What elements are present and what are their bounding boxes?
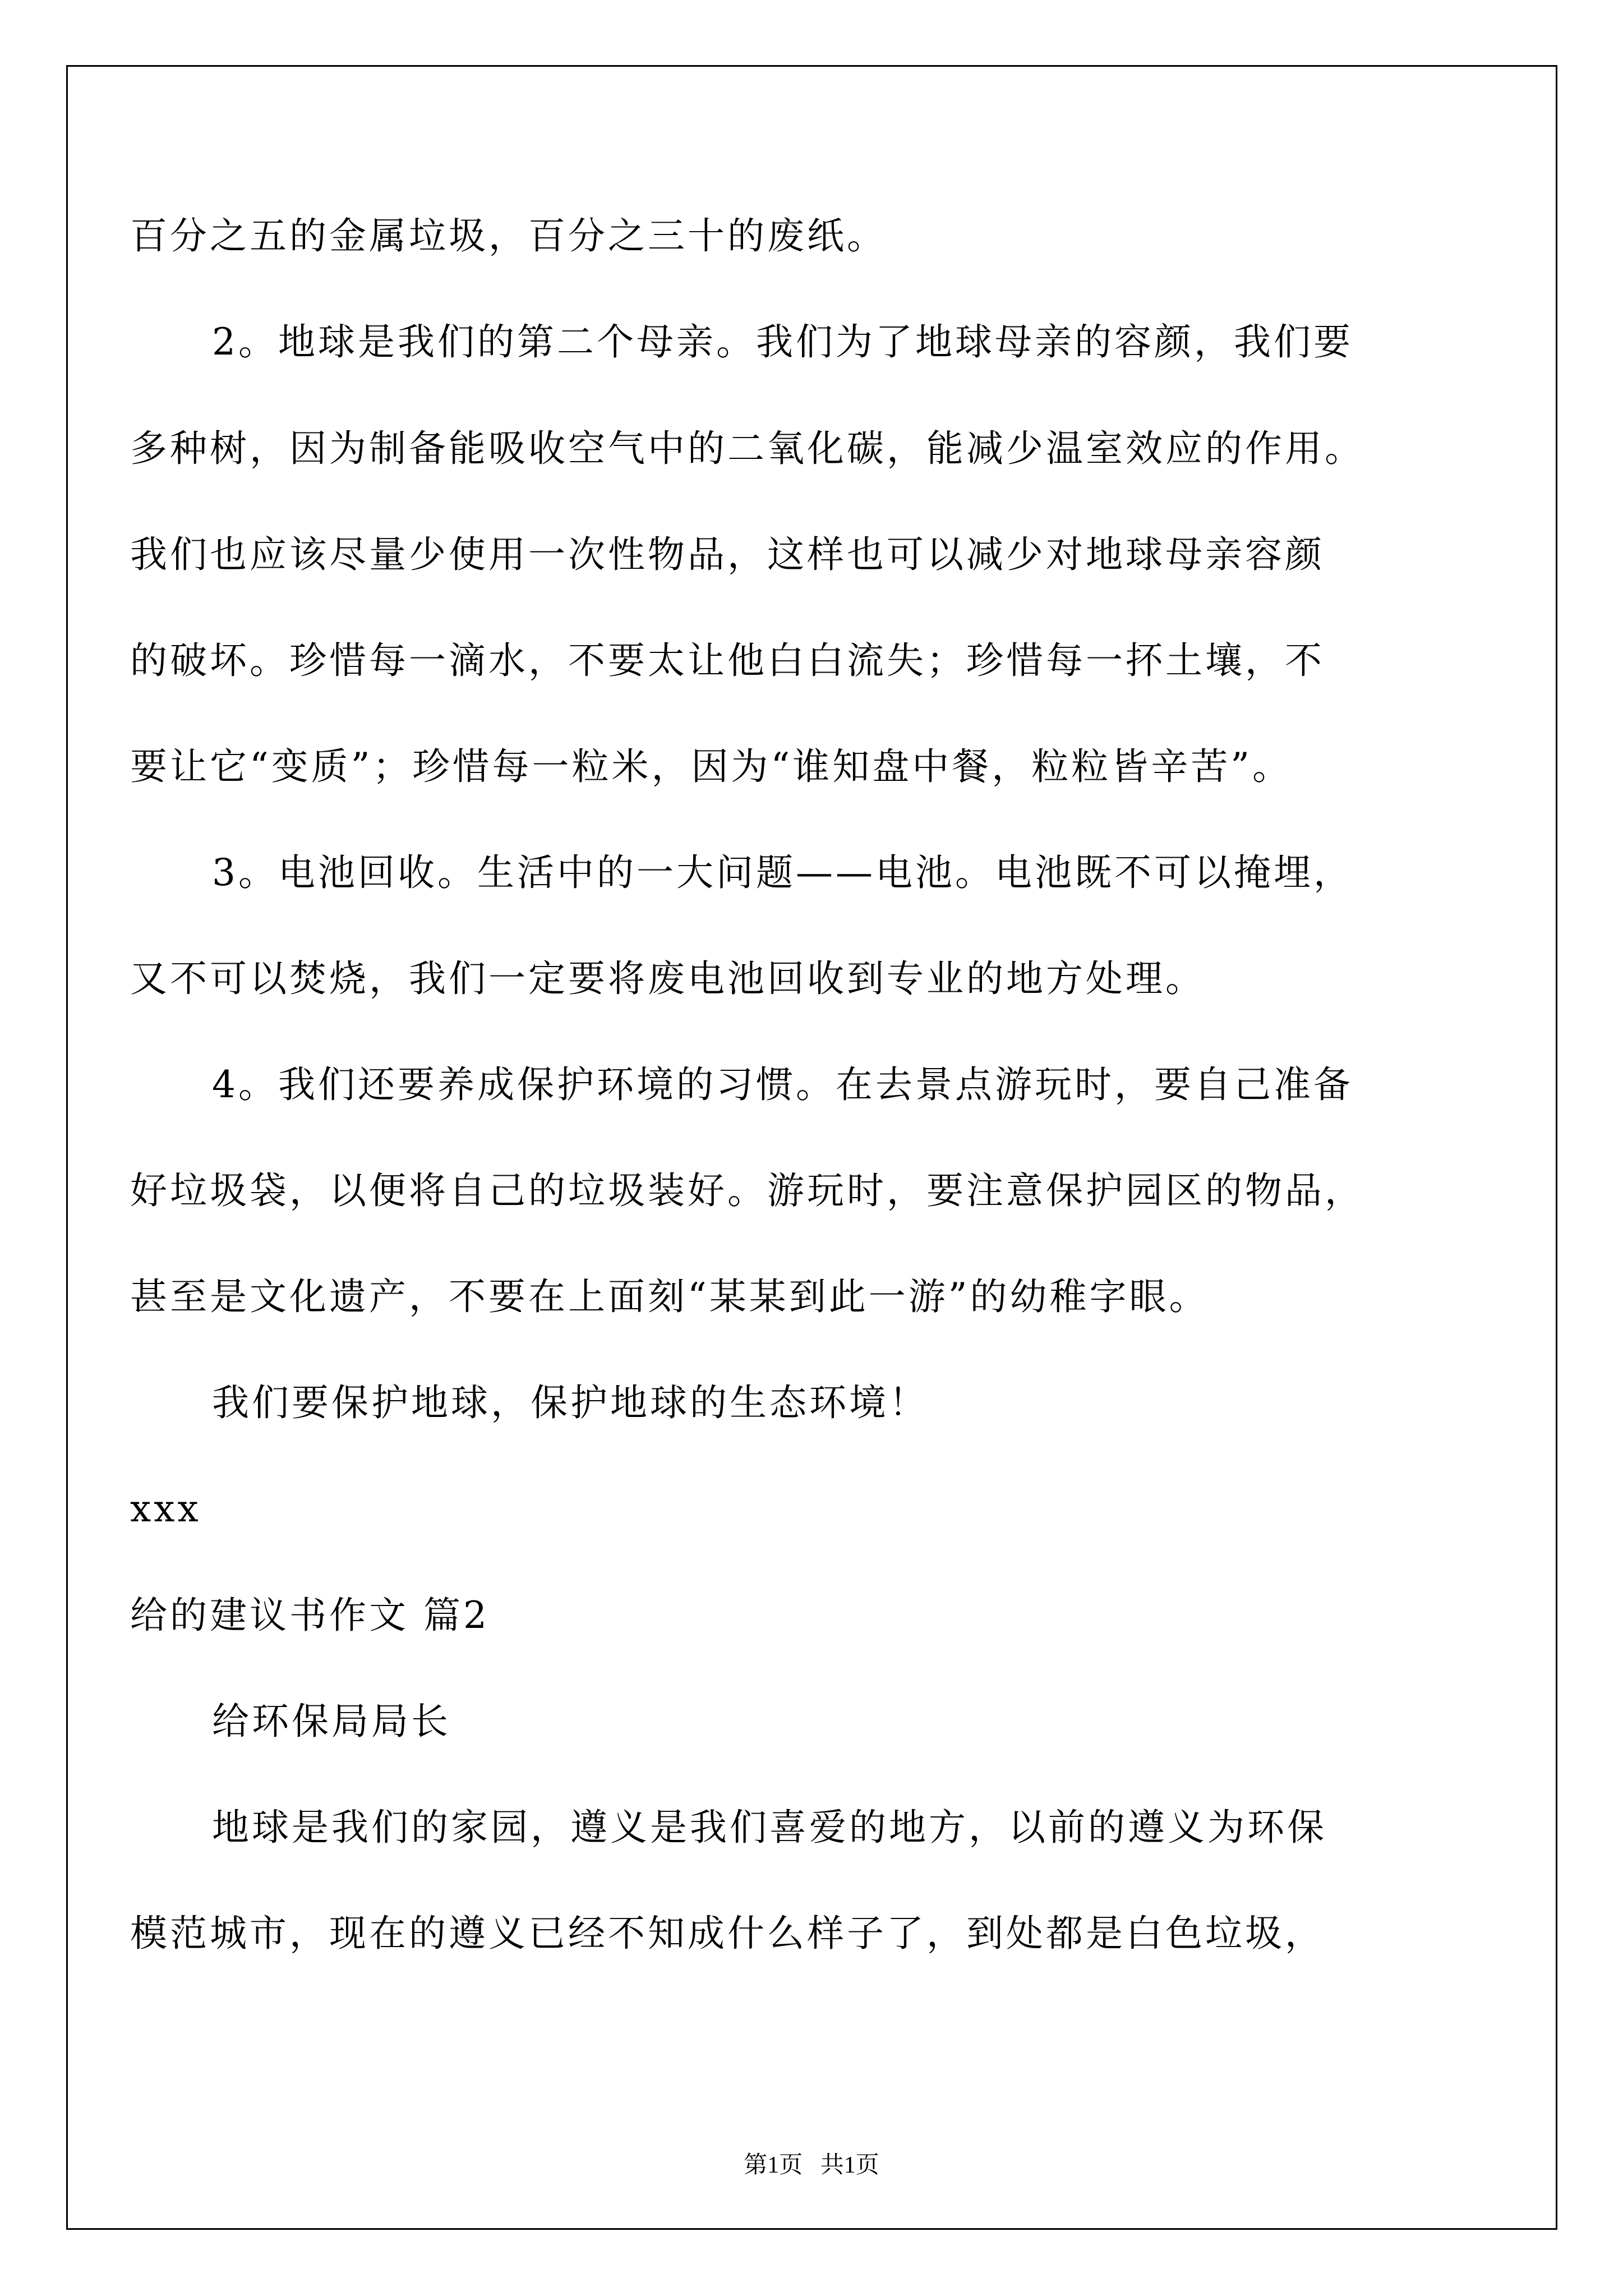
section-heading: 给的建议书作文 篇2 bbox=[130, 1594, 490, 1637]
text-line: 多种树，因为制备能吸收空气中的二氧化碳，能减少温室效应的作用。 bbox=[130, 427, 1364, 470]
text-line: 百分之五的金属垃圾，百分之三十的废纸。 bbox=[130, 214, 887, 257]
text-line: 的破坏。珍惜每一滴水，不要太让他白白流失；珍惜每一抔土壤，不 bbox=[130, 639, 1325, 682]
text-line: 好垃圾袋，以便将自己的垃圾装好。游玩时，要注意保护园区的物品， bbox=[130, 1169, 1364, 1212]
signature-line: xxx bbox=[130, 1487, 201, 1530]
text-line: 3。电池回收。生活中的一大问题——电池。电池既不可以掩埋， bbox=[212, 851, 1353, 894]
text-line: 4。我们还要养成保护环境的习惯。在去景点游玩时，要自己准备 bbox=[212, 1063, 1353, 1106]
page-number-footer: 第1页 共1页 bbox=[744, 2152, 879, 2178]
text-line: 地球是我们的家园，遵义是我们喜爱的地方，以前的遵义为环保 bbox=[212, 1806, 1327, 1849]
text-line: 要让它“变质”；珍惜每一粒米，因为“谁知盘中餐，粒粒皆辛苦”。 bbox=[130, 745, 1292, 788]
text-line: 我们要保护地球，保护地球的生态环境！ bbox=[212, 1381, 929, 1424]
text-line: 甚至是文化遗产，不要在上面刻“某某到此一游”的幼稚字眼。 bbox=[130, 1275, 1209, 1318]
text-line: 我们也应该尽量少使用一次性物品，这样也可以减少对地球母亲容颜 bbox=[130, 533, 1325, 576]
text-line: 模范城市，现在的遵义已经不知成什么样子了，到处都是白色垃圾， bbox=[130, 1912, 1325, 1955]
text-line: 2。地球是我们的第二个母亲。我们为了地球母亲的容颜，我们要 bbox=[212, 320, 1353, 364]
text-line: 又不可以焚烧，我们一定要将废电池回收到专业的地方处理。 bbox=[130, 957, 1205, 1000]
salutation: 给环保局局长 bbox=[212, 1700, 451, 1743]
document-page bbox=[66, 65, 1557, 2230]
